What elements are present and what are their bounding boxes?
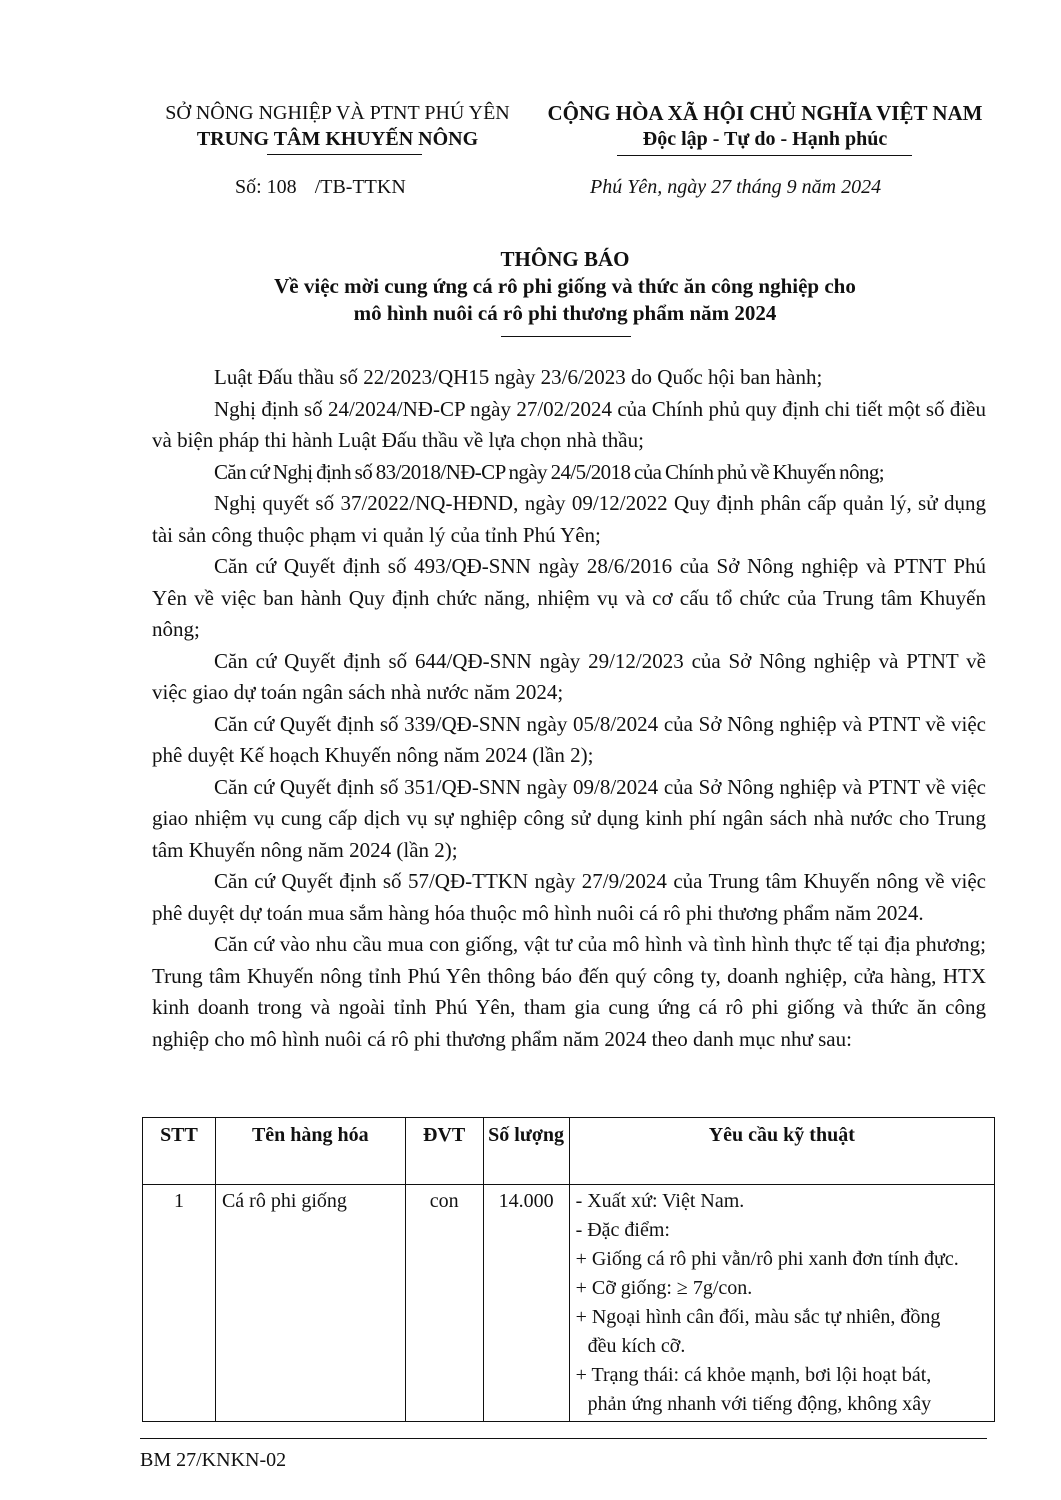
table-header-row [143,1118,995,1185]
column-header-stt: STT [143,1118,216,1185]
paragraph: Nghị định số 24/2024/NĐ-CP ngày 27/02/2024 của Chính phủ quy định chi tiết một số điều và biện pháp thi hành Luật Đấu thầu về lựa chọn nhà thầu; [152,396,986,452]
document-body [152,362,986,1055]
spec-line: + Ngoại hình cân đối, màu sắc tự nhiên, đồng [575,1306,941,1328]
place-and-date: Phú Yên, ngày 27 tháng 9 năm 2024 [590,176,882,198]
title-underline [501,336,631,337]
parent-organization: SỞ NÔNG NGHIỆP VÀ PTNT PHÚ YÊN [165,102,510,124]
spec-line: - Đặc điểm: [575,1219,670,1241]
title-line-3: mô hình nuôi cá rô phi thương phẩm năm 2024 [353,301,777,325]
title-line-2: Về việc mời cung ứng cá rô phi giống và thức ăn công nghiệp cho [274,274,856,298]
spec-line: - Xuất xứ: Việt Nam. [575,1190,745,1212]
spec-line: phản ứng nhanh với tiếng động, không xây [587,1393,932,1415]
cell-unit: con [405,1185,483,1422]
paragraph: Căn cứ Quyết định số 644/QĐ-SNN ngày 29/12/2023 của Sở Nông nghiệp và PTNT về việc giao dự toán ngân sách nhà nước năm 2024; [152,648,986,704]
document-number-suffix: /TB-TTKN [314,176,406,198]
paragraph: Căn cứ Nghị định số 83/2018/NĐ-CP ngày 24/5/2018 của Chính phủ về Khuyến nông; [214,459,885,484]
motto-underline [617,155,912,156]
spec-line: + Trạng thái: cá khỏe mạnh, bơi lội hoạt bát, [575,1364,932,1386]
table-row [143,1185,995,1422]
column-header-specs: Yêu cầu kỹ thuật [569,1118,994,1185]
document-number [235,176,406,199]
title-line-1: THÔNG BÁO [500,247,630,271]
footer-divider [140,1438,987,1439]
paragraph: Luật Đấu thầu số 22/2023/QH15 ngày 23/6/2023 do Quốc hội ban hành; [214,365,823,389]
cell-quantity: 14.000 [483,1185,569,1422]
paragraph: Căn cứ Quyết định số 57/QĐ-TTKN ngày 27/9/2024 của Trung tâm Khuyến nông về việc phê duyệt dự toán mua sắm hàng hóa thuộc mô hình nuôi cá rô phi thương phẩm năm 2024. [152,869,986,925]
national-heading [540,100,990,152]
national-motto: Độc lập - Tự do - Hạnh phúc [642,128,888,150]
spec-line: + Giống cá rô phi vằn/rô phi xanh đơn tính đực. [575,1248,959,1270]
issuing-organization [140,100,535,152]
organization-name: TRUNG TÂM KHUYẾN NÔNG [196,128,479,150]
spec-line: + Cỡ giống: ≥ 7g/con. [575,1277,753,1299]
cell-name: Cá rô phi giống [215,1185,405,1422]
column-header-unit: ĐVT [405,1118,483,1185]
organization-underline [267,154,422,155]
cell-specs [569,1185,994,1422]
document-number-prefix: Số: 108 [235,176,297,198]
paragraph: Căn cứ vào nhu cầu mua con giống, vật tư của mô hình và tình hình thực tế tại địa phương; Trung tâm Khuyến nông tỉnh Phú Yên thông báo đến quý công ty, doanh nghiệp, cửa hàng, HTX kinh doanh trong và ngoài tỉnh Phú Yên, tham gia cung ứng cá rô phi giống và thức ăn công nghiệp cho mô hình nuôi cá rô phi thương phẩm năm 2024 theo danh mục như sau: [152,932,986,1051]
cell-stt: 1 [143,1185,216,1422]
paragraph: Căn cứ Quyết định số 351/QĐ-SNN ngày 09/8/2024 của Sở Nông nghiệp và PTNT về việc giao nhiệm vụ cung cấp dịch vụ sự nghiệp công sử dụng kinh phí ngân sách nhà nước cho Trung tâm Khuyến nông năm 2024 (lần 2); [152,774,986,862]
column-header-name: Tên hàng hóa [215,1118,405,1185]
goods-table [142,1117,995,1422]
form-code: BM 27/KNKN-02 [140,1449,287,1471]
paragraph: Căn cứ Quyết định số 493/QĐ-SNN ngày 28/6/2016 của Sở Nông nghiệp và PTNT Phú Yên về việc ban hành Quy định chức năng, nhiệm vụ và cơ cấu tổ chức của Trung tâm Khuyến nông; [152,554,986,641]
column-header-quantity: Số lượng [483,1118,569,1185]
paragraph: Nghị quyết số 37/2022/NQ-HĐND, ngày 09/12/2022 Quy định phân cấp quản lý, sử dụng tài sản công thuộc phạm vi quản lý của tỉnh Phú Yên; [152,491,986,547]
country-name: CỘNG HÒA XÃ HỘI CHỦ NGHĨA VIỆT NAM [547,101,983,125]
document-title [140,246,990,327]
spec-line: đều kích cỡ. [587,1335,686,1357]
paragraph: Căn cứ Quyết định số 339/QĐ-SNN ngày 05/8/2024 của Sở Nông nghiệp và PTNT về việc phê duyệt Kế hoạch Khuyến nông năm 2024 (lần 2); [152,711,986,767]
